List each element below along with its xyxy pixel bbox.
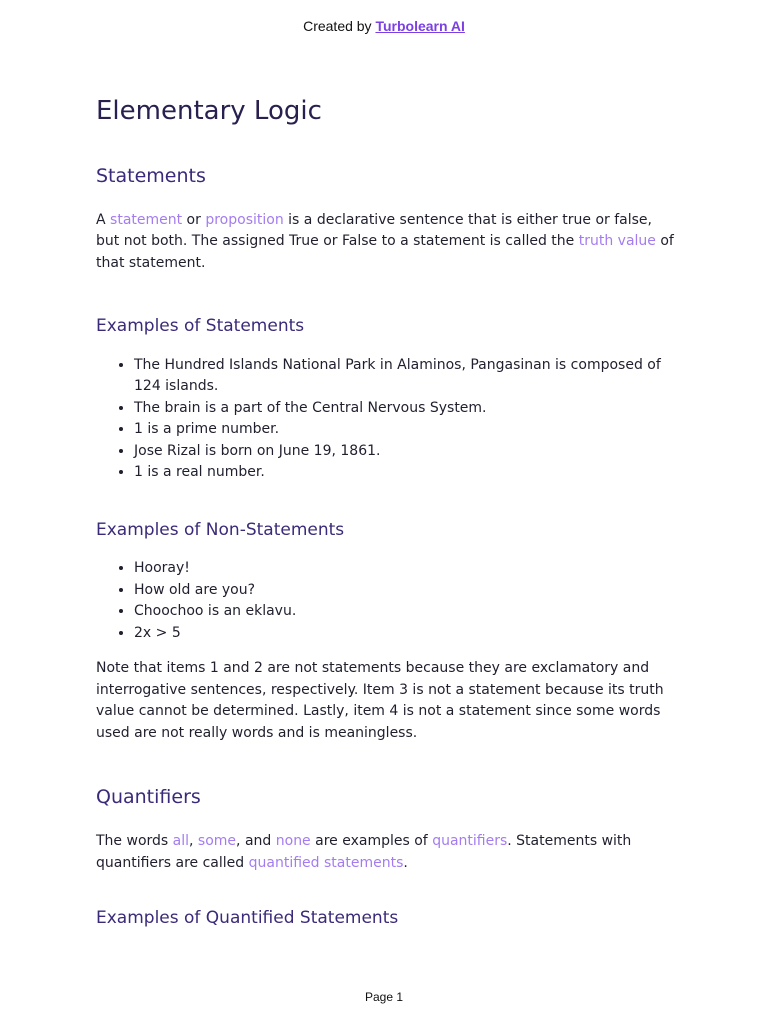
list-item: • Choochoo is an eklavu. [134, 601, 676, 623]
list-item: • The Hundred Islands National Park in Alaminos, Pangasinan is composed of 124 islands. [134, 355, 676, 398]
subsection-heading-examples-of-non-statements: Examples of Non-Statements [96, 519, 345, 540]
term-some: some [197, 833, 237, 850]
text-run: are examples of [310, 833, 433, 850]
text-run: of that statement. [96, 233, 674, 271]
text-run: or [182, 211, 206, 228]
list-item: • 2x > 5 [134, 623, 676, 645]
term-quantifiers: quantifiers [432, 833, 508, 850]
list-item: • Hooray! [134, 558, 676, 580]
subsection-heading-examples-of-statements: Examples of Statements [96, 316, 305, 337]
list-item: • 1 is a prime number. [134, 419, 676, 441]
non-statements-note: Note that items 1 and 2 are not statements because they are exclamatory and interrogative sentences, respectively. Item 3 is not a statement because its truth value cannot be determined. Lastly, item 4 is not a statement since some words used are not really words and is meaningless. [96, 660, 664, 741]
term-quantified-statements: quantified statements [248, 854, 404, 871]
page-title: Elementary Logic [96, 96, 322, 126]
quantifiers-definition [96, 831, 676, 874]
list-item: • 1 is a real number. [134, 462, 676, 484]
term-statement: statement [110, 211, 183, 228]
examples-of-statements-list [96, 355, 676, 484]
created-by-credit [0, 18, 768, 34]
term-none: none [275, 833, 311, 850]
text-run: . [403, 854, 408, 871]
section-heading-quantifiers: Quantifiers [96, 786, 201, 809]
subsection-heading-examples-of-quantified-statements: Examples of Quantified Statements [96, 908, 399, 929]
document-body [96, 96, 676, 946]
examples-of-non-statements-list [96, 558, 676, 644]
list-item: • Jose Rizal is born on June 19, 1861. [134, 441, 676, 463]
text-run: . Statements with quantifiers are called [96, 833, 632, 871]
created-by-text: Created by [303, 18, 376, 34]
page-number: Page 1 [364, 990, 404, 1004]
text-run: , and [236, 833, 276, 850]
section-heading-statements: Statements [96, 165, 206, 188]
text-run: A [96, 211, 111, 228]
term-proposition: proposition [205, 211, 284, 228]
list-item: • How old are you? [134, 580, 676, 602]
term-truth-value: truth value [578, 233, 656, 250]
text-run: , [189, 833, 198, 850]
text-run: The words [96, 833, 173, 850]
list-item: • The brain is a part of the Central Nervous System. [134, 398, 676, 420]
text-run: is a declarative sentence that is either true or false, but not both. The assigned True or False to a statement is called the [96, 211, 652, 250]
statements-definition [96, 210, 676, 275]
term-all: all [172, 833, 190, 850]
turbolearn-link[interactable]: Turbolearn AI [375, 18, 465, 34]
